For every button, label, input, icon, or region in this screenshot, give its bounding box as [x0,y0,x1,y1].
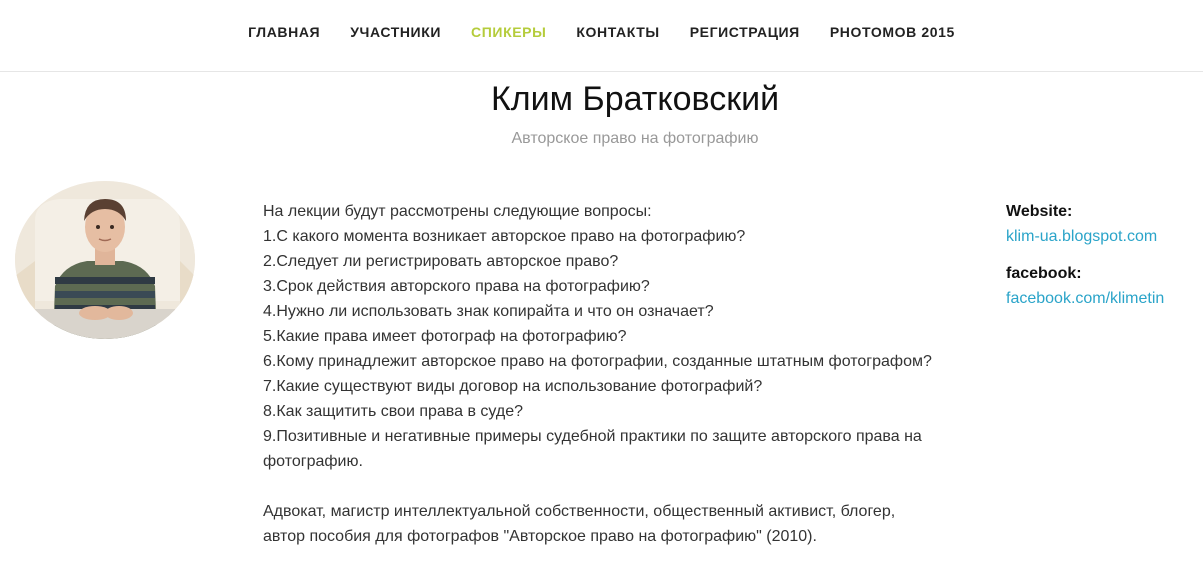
question-item: 7.Какие существуют виды договор на использование фотографий? [263,378,763,395]
paragraph-spacer [263,474,963,499]
question-item: 8.Как защитить свои права в суде? [263,403,523,420]
facebook-block [1006,261,1196,311]
website-label: Website: [1006,203,1073,220]
question-item: 1.С какого момента возникает авторское право на фотографию? [263,228,746,245]
question-item: 4.Нужно ли использовать знак копирайта и что он означает? [263,303,714,320]
nav-menu [0,24,1203,40]
nav-item-registration[interactable]: РЕГИСТРАЦИЯ [689,24,800,40]
nav-item-photomob-2015[interactable]: PHOTOMOB 2015 [829,24,955,40]
speaker-topic: Авторское право на фотографию [511,130,759,147]
facebook-label: facebook: [1006,265,1082,282]
nav-item-home[interactable]: ГЛАВНАЯ [248,24,321,40]
speaker-name: Клим Братковский [490,80,780,118]
question-item: 2.Следует ли регистрировать авторское право? [263,253,619,270]
speaker-photo-icon [15,181,195,339]
top-navigation [0,0,1203,72]
question-item: 6.Кому принадлежит авторское право на фотографии, созданные штатным фотографом? [263,353,932,370]
facebook-link[interactable]: facebook.com/klimetin [1006,290,1165,307]
speaker-photo [15,181,195,339]
website-block [1006,199,1196,249]
nav-item-speakers[interactable]: СПИКЕРЫ [471,24,547,40]
speaker-links [1006,199,1196,323]
nav-item-contacts[interactable]: КОНТАКТЫ [576,24,660,40]
website-link[interactable]: klim-ua.blogspot.com [1006,228,1158,245]
lecture-intro: На лекции будут рассмотрены следующие вопросы: [263,203,652,220]
question-item: 5.Какие права имеет фотограф на фотографию? [263,328,627,345]
speaker-bio: Адвокат, магистр интеллектуальной собственности, общественный активист, блогер, автор пособия для фотографов "Авторское право на фотографию" (2010). [263,503,896,545]
question-item: 9.Позитивные и негативные примеры судебной практики по защите авторского права на фотографию. [263,428,922,470]
question-item: 3.Срок действия авторского права на фотографию? [263,278,650,295]
lecture-description [263,199,963,549]
nav-item-participants[interactable]: УЧАСТНИКИ [350,24,442,40]
